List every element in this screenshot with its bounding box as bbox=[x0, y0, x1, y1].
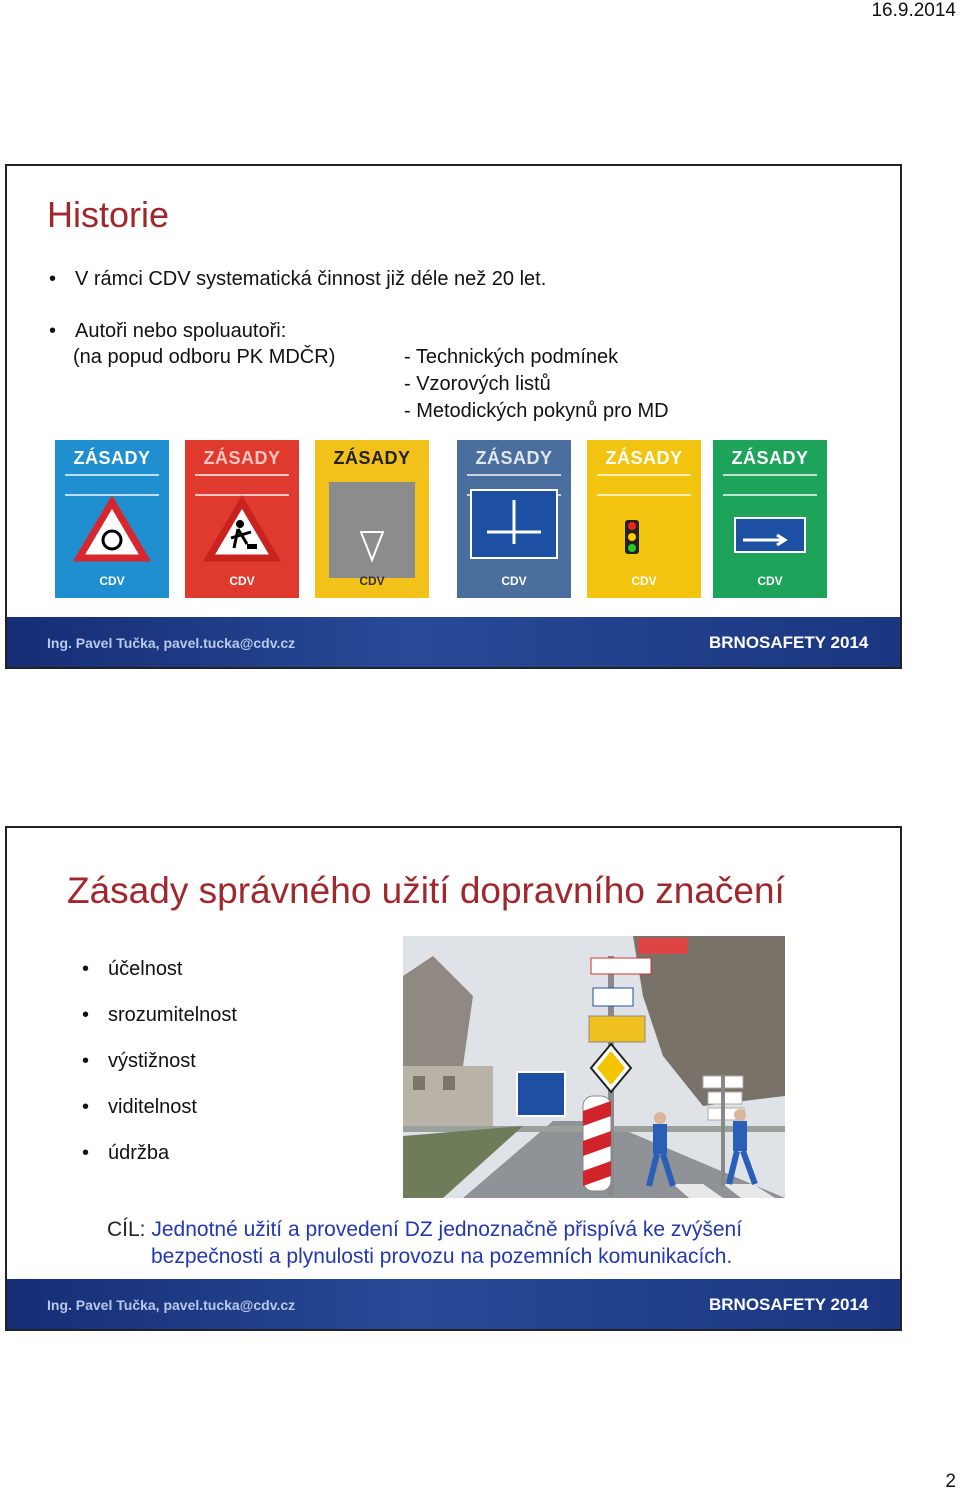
publication-cover: ZÁSADY CDV bbox=[457, 440, 571, 598]
slide-zasady bbox=[5, 826, 902, 1331]
bullet-subtext: (na popud odboru PK MDČR) bbox=[73, 346, 336, 368]
goal-label: CÍL: bbox=[107, 1218, 146, 1241]
bullet-item bbox=[82, 1096, 197, 1119]
bullet-dot-icon: • bbox=[82, 958, 90, 980]
bullet-text: V rámci CDV systematická činnost již déle než 20 let. bbox=[75, 268, 547, 290]
bullet-text: účelnost bbox=[108, 958, 183, 980]
street-signs-photo bbox=[403, 936, 785, 1198]
footer-author: Ing. Pavel Tučka, pavel.tucka@cdv.cz bbox=[47, 635, 296, 651]
bullet-item bbox=[49, 268, 547, 291]
bullet-dot-icon: • bbox=[82, 1050, 90, 1072]
goal-text-line1: Jednotné užití a provedení DZ jednoznačně přispívá ke zvýšení bbox=[151, 1218, 743, 1241]
bullet-text: srozumitelnost bbox=[108, 1004, 237, 1026]
bullet-dot-icon: • bbox=[49, 268, 57, 290]
footer-conference: BRNOSAFETY 2014 bbox=[709, 633, 869, 652]
list-item: - Metodických pokynů pro MD bbox=[404, 400, 669, 422]
slide-historie bbox=[5, 164, 902, 669]
bullet-dot-icon: • bbox=[49, 320, 57, 342]
bullet-item bbox=[82, 958, 183, 981]
publication-cover: ZÁSADY CDV bbox=[587, 440, 701, 598]
page-number: 2 bbox=[945, 1471, 956, 1492]
publication-cover: ZÁSADY CDV bbox=[713, 440, 827, 598]
bullet-item bbox=[82, 1004, 237, 1027]
slide-title: Historie bbox=[47, 194, 170, 235]
publication-cover: ZÁSADY CDV bbox=[55, 440, 169, 598]
page-date: 16.9.2014 bbox=[871, 0, 956, 21]
goal-text-line2: bezpečnosti a plynulosti provozu na pozemních komunikacích. bbox=[151, 1245, 733, 1268]
bullet-dot-icon: • bbox=[82, 1142, 90, 1164]
list-item: - Technických podmínek bbox=[404, 346, 619, 368]
publication-cover: ZÁSADY CDV bbox=[185, 440, 299, 598]
footer-conference: BRNOSAFETY 2014 bbox=[709, 1295, 869, 1314]
bullet-item bbox=[49, 320, 287, 343]
bullet-item bbox=[82, 1142, 170, 1165]
bullet-dot-icon: • bbox=[82, 1096, 90, 1118]
publication-cover: ZÁSADY CDV bbox=[315, 440, 429, 598]
slide-footer bbox=[7, 1279, 900, 1329]
footer-author: Ing. Pavel Tučka, pavel.tucka@cdv.cz bbox=[47, 1297, 296, 1313]
slide-footer bbox=[7, 617, 900, 667]
bullet-text: Autoři nebo spoluautoři: bbox=[75, 320, 287, 342]
slide-title: Zásady správného užití dopravního značení bbox=[67, 870, 785, 911]
goal-statement bbox=[107, 1216, 742, 1270]
bullet-text: výstižnost bbox=[108, 1050, 196, 1072]
bullet-dot-icon: • bbox=[82, 1004, 90, 1026]
street-scene-illustration bbox=[403, 936, 785, 1198]
bullet-text: viditelnost bbox=[108, 1096, 197, 1118]
bullet-text: údržba bbox=[108, 1142, 170, 1164]
bullet-item bbox=[82, 1050, 196, 1073]
list-item: - Vzorových listů bbox=[404, 373, 551, 395]
